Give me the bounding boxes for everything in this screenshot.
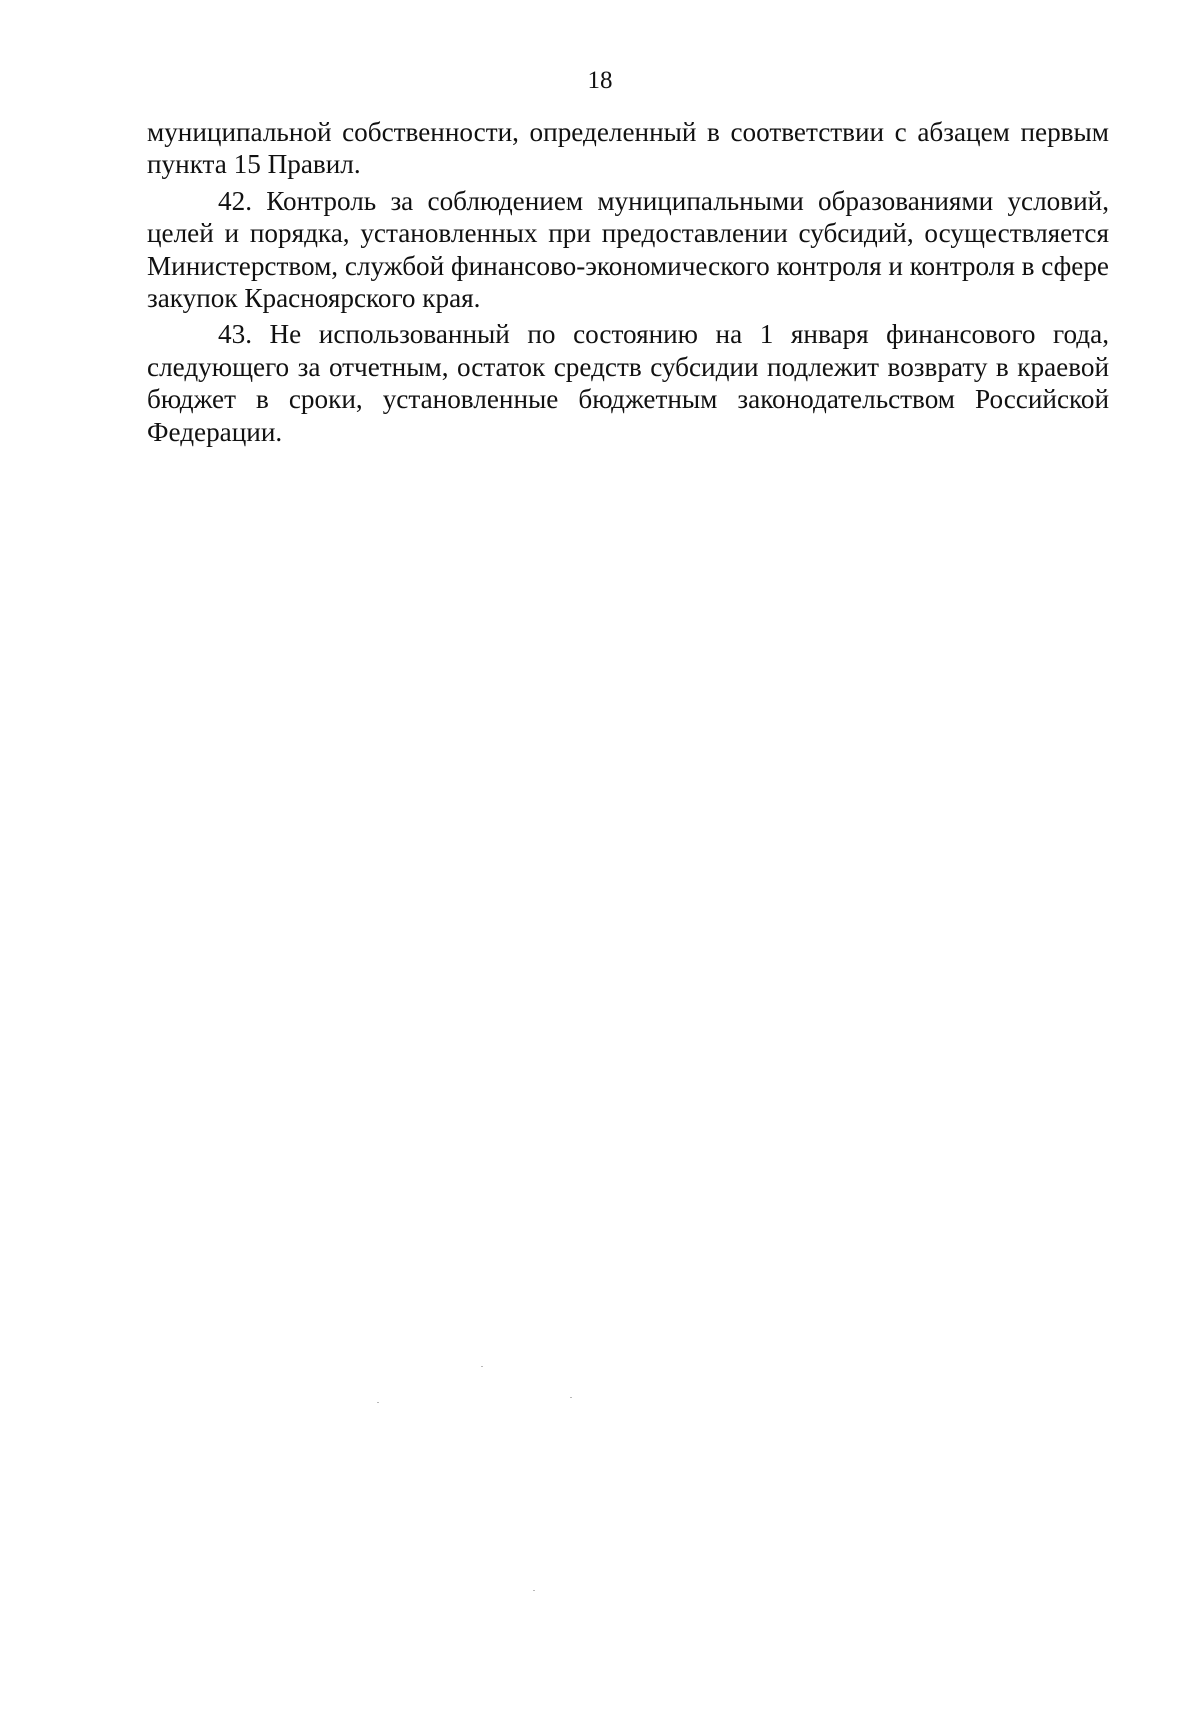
scan-speck [533, 1590, 535, 1591]
scan-speck [377, 1402, 379, 1403]
paragraph-item-42: 42. Контроль за соблюдением муниципальными образованиями условий, целей и порядка, установленных при предоставлении субсидий, осуществляется Министерством, службой финансово-экономического контроля и контроля в сфере закупок Красноярского края. [147, 185, 1109, 314]
scan-speck [481, 1366, 483, 1367]
page-number: 18 [587, 67, 613, 94]
paragraph-item-43: 43. Не использованный по состоянию на 1 января финансового года, следующего за отчетным, остаток средств субсидии подлежит возврату в краевой бюджет в сроки, установленные бюджетным законодательством Российской Федерации. [147, 319, 1109, 447]
document-body [147, 116, 1109, 452]
scan-speck [570, 1397, 572, 1398]
paragraph-continuation: муниципальной собственности, определенный в соответствии с абзацем первым пункта 15 Правил. [147, 117, 1109, 180]
